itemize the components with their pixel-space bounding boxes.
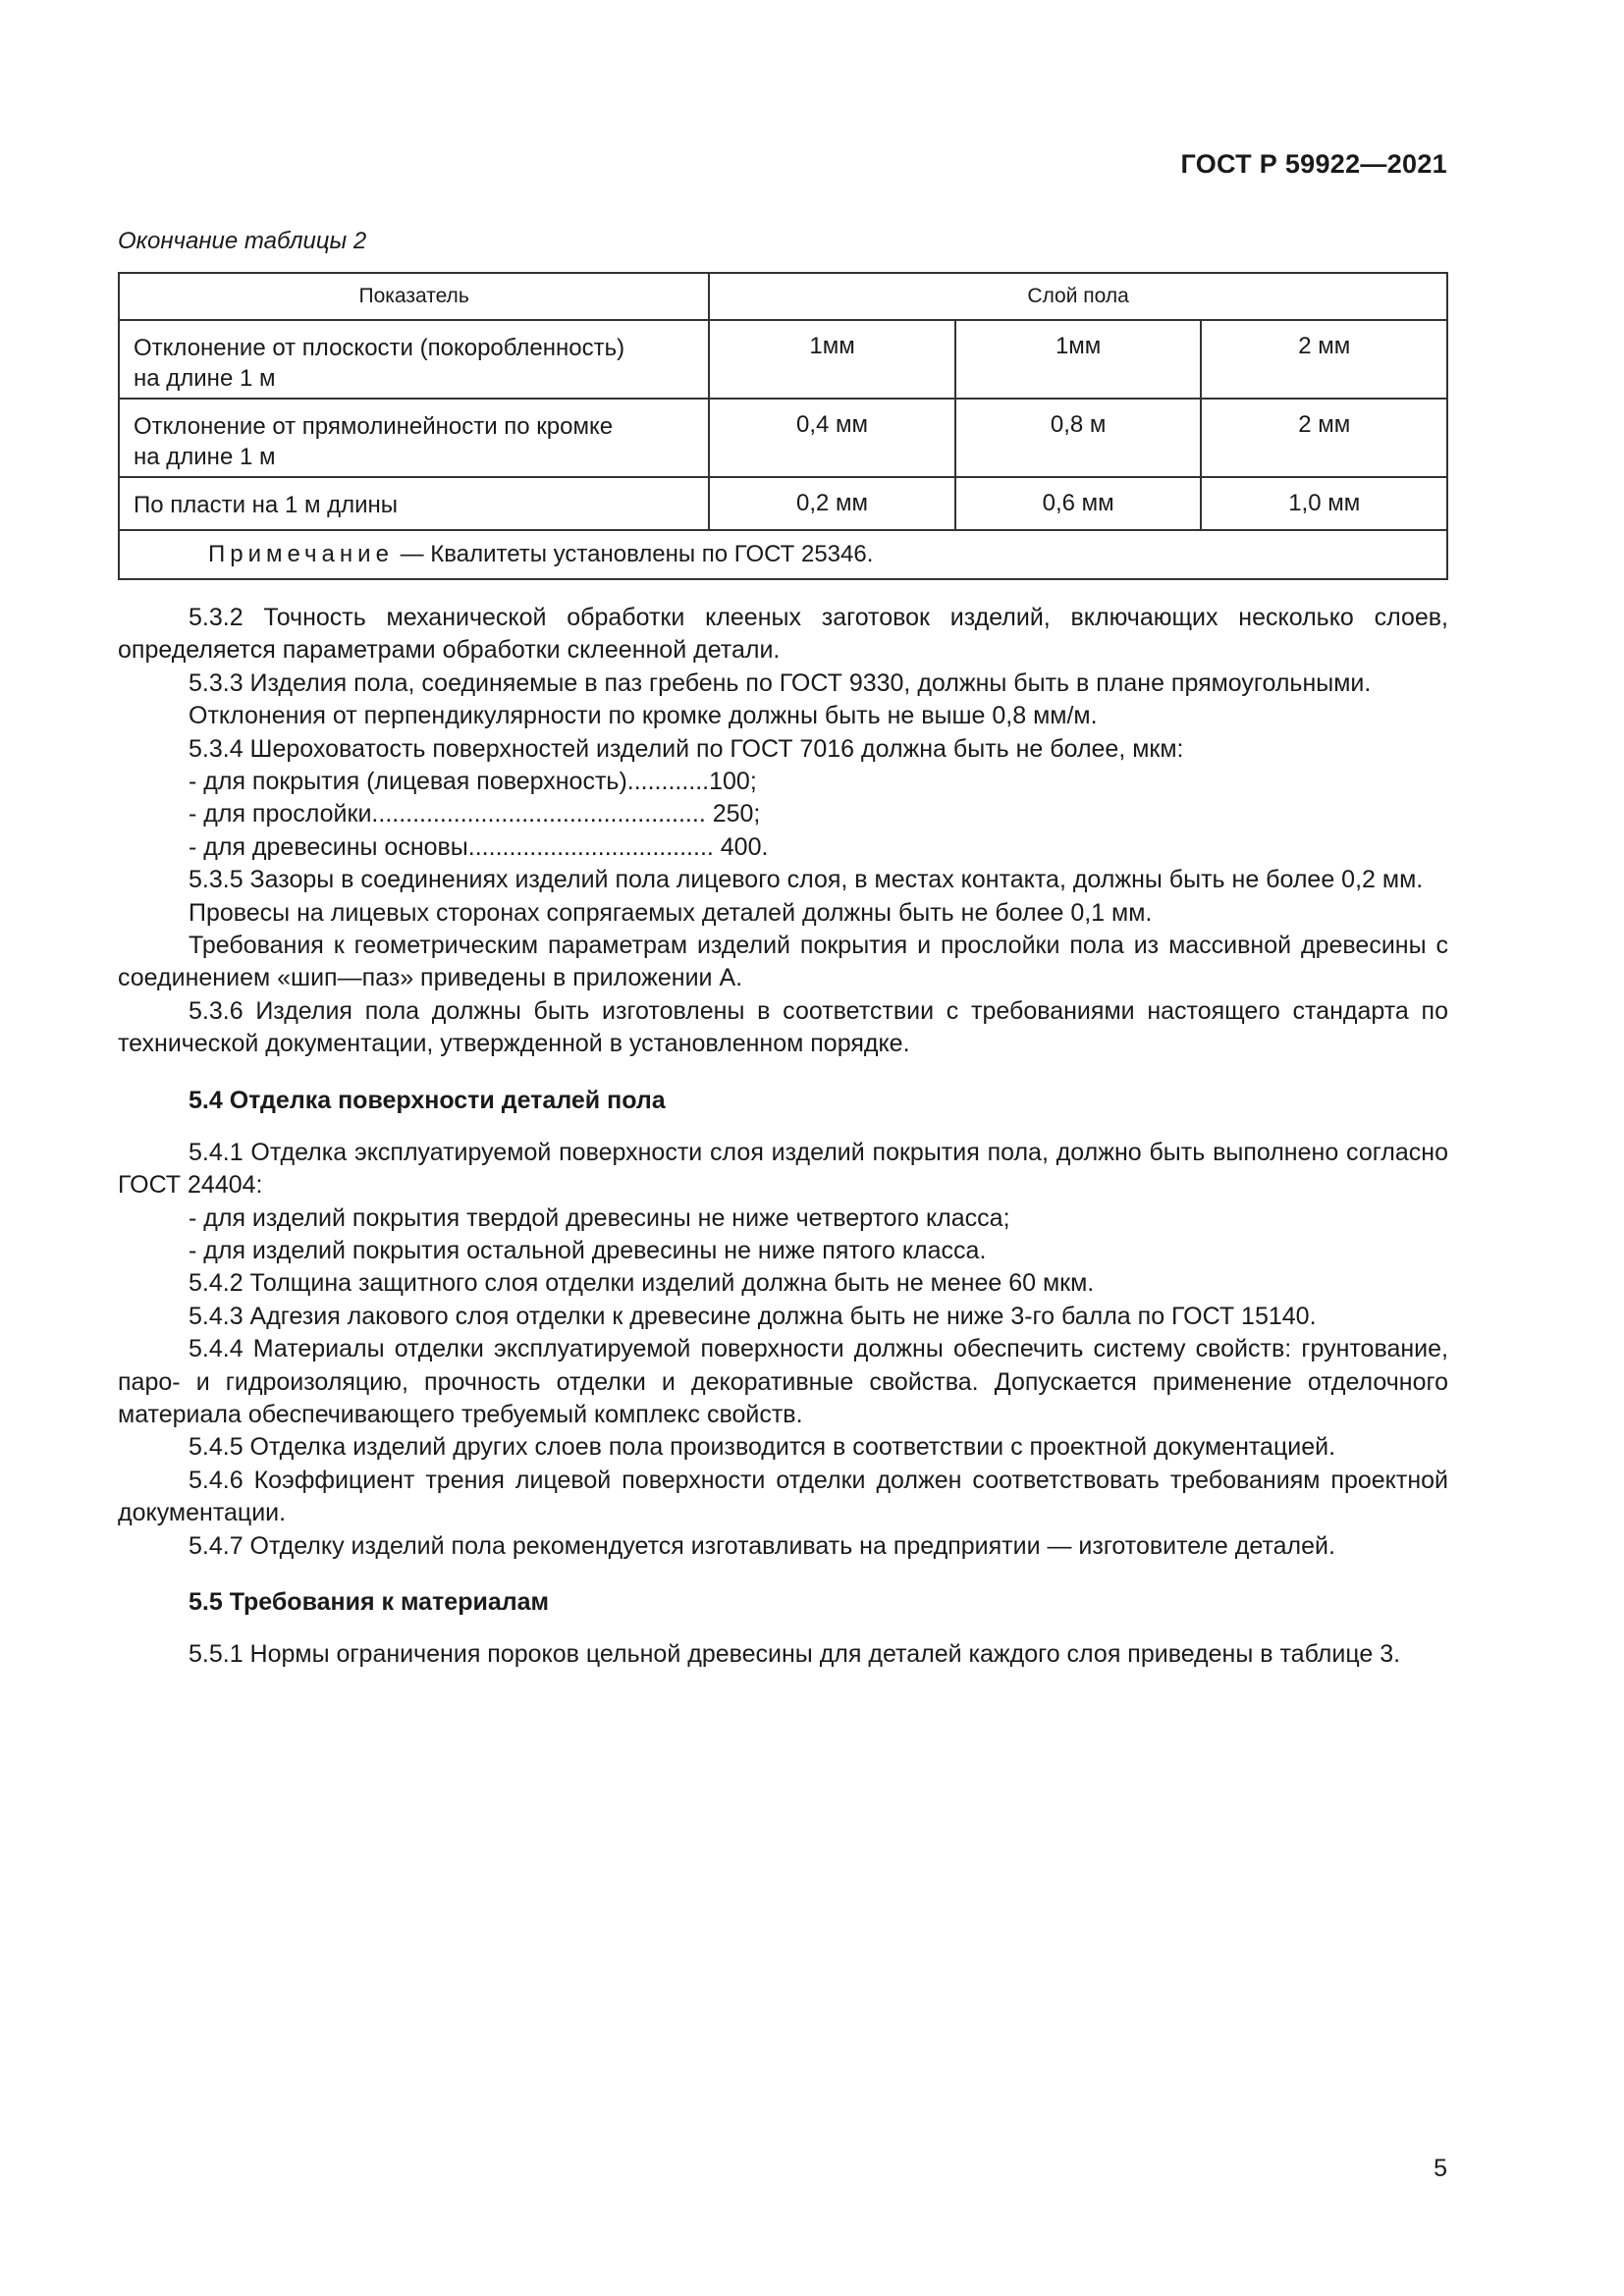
list-item-leader: .................................... xyxy=(467,832,721,861)
section-heading-5-5: 5.5 Требования к материалам xyxy=(189,1587,550,1616)
paragraph: Требования к геометрическим параметрам изделий покрытия и прослойки пола из массивной древесины с соединением «шип—паз» приведены в приложении А. xyxy=(118,932,1448,992)
paragraph: Отклонения от перпендикулярности по кромке должны быть не выше 0,8 мм/м. xyxy=(189,702,1098,730)
table-note xyxy=(119,530,1447,579)
row-value: 1,0 мм xyxy=(1201,477,1447,530)
header-floor-layer: Слой пола xyxy=(709,273,1447,320)
table-row xyxy=(119,399,1447,477)
table-row xyxy=(119,320,1447,399)
paragraph-5-4-1: 5.4.1 Отделка эксплуатируемой поверхности слоя изделий покрытия пола, должно быть выполнено согласно ГОСТ 24404: xyxy=(118,1138,1448,1200)
row-value: 0,4 мм xyxy=(709,399,955,477)
document-body xyxy=(118,602,1448,1671)
note-text: — Квалитеты установлены по ГОСТ 25346. xyxy=(393,541,874,567)
table-row xyxy=(119,477,1447,530)
row-value: 2 мм xyxy=(1201,320,1447,399)
paragraph-5-4-6: 5.4.6 Коэффициент трения лицевой поверхности отделки должен соответствовать требованиям проектной документации. xyxy=(118,1466,1448,1527)
table-caption: Окончание таблицы 2 xyxy=(118,228,367,254)
section-heading-5-4: 5.4 Отделка поверхности деталей пола xyxy=(189,1086,666,1114)
list-item: - для изделий покрытия остальной древесины не ниже пятого класса. xyxy=(189,1236,987,1264)
list-item xyxy=(118,798,1448,830)
row-indicator xyxy=(119,399,709,477)
paragraph-5-3-4: 5.3.4 Шероховатость поверхностей изделий по ГОСТ 7016 должна быть не более, мкм: xyxy=(189,734,1184,763)
indicator-line: По пласти на 1 м длины xyxy=(134,492,399,518)
page-number: 5 xyxy=(1434,2155,1447,2182)
row-value: 0,8 м xyxy=(955,399,1202,477)
paragraph-5-4-3: 5.4.3 Адгезия лакового слоя отделки к древесине должна быть не ниже 3-го балла по ГОСТ 15140. xyxy=(189,1302,1317,1330)
specification-table xyxy=(118,272,1448,580)
note-label: Примечание xyxy=(208,541,394,567)
header-indicator: Показатель xyxy=(119,273,709,320)
indicator-line: на длине 1 м xyxy=(134,365,276,392)
paragraph: Провесы на лицевых сторонах сопрягаемых деталей должны быть не более 0,1 мм. xyxy=(189,898,1153,927)
indicator-line: на длине 1 м xyxy=(134,444,276,470)
row-value: 0,6 мм xyxy=(955,477,1202,530)
list-item-value: 250; xyxy=(712,800,761,828)
indicator-line: Отклонение от плоскости (покоробленность) xyxy=(134,335,625,361)
paragraph-5-5-1: 5.5.1 Нормы ограничения пороков цельной древесины для деталей каждого слоя приведены в таблице 3. xyxy=(189,1639,1401,1668)
list-item-leader: ................................................. xyxy=(371,800,713,828)
paragraph-5-3-3: 5.3.3 Изделия пола, соединяемые в паз гребень по ГОСТ 9330, должны быть в плане прямоугольными. xyxy=(189,668,1372,697)
list-item-leader: ............ xyxy=(626,768,710,796)
indicator-line: Отклонение от прямолинейности по кромке xyxy=(134,413,614,440)
list-item: - для изделий покрытия твердой древесины не ниже четвертого класса; xyxy=(189,1203,1010,1232)
paragraph-5-3-5: 5.3.5 Зазоры в соединениях изделий пола лицевого слоя, в местах контакта, должны быть не более 0,2 мм. xyxy=(189,866,1424,894)
list-item xyxy=(118,831,1448,864)
list-item-text: - для покрытия (лицевая поверхность) xyxy=(189,768,627,796)
row-value: 1мм xyxy=(955,320,1202,399)
document-code: ГОСТ Р 59922—2021 xyxy=(1180,149,1447,179)
list-item-value: 400. xyxy=(720,832,769,861)
table-header-row xyxy=(119,273,1447,320)
list-item-value: 100; xyxy=(709,768,757,796)
list-item-text: - для прослойки xyxy=(189,800,372,828)
paragraph-5-3-2: 5.3.2 Точность механической обработки клееных заготовок изделий, включающих несколько слоев, определяется параметрами обработки склеенной детали. xyxy=(118,604,1448,665)
paragraph-5-4-7: 5.4.7 Отделку изделий пола рекомендуется изготавливать на предприятии — изготовителе деталей. xyxy=(189,1531,1335,1560)
paragraph-5-4-5: 5.4.5 Отделка изделий других слоев пола производится в соответствии с проектной документацией. xyxy=(189,1433,1336,1462)
row-indicator xyxy=(119,477,709,530)
paragraph-5-3-6: 5.3.6 Изделия пола должны быть изготовлены в соответствии с требованиями настоящего стандарта по технической документации, утвержденной в установленном порядке. xyxy=(118,996,1448,1058)
paragraph-5-4-2: 5.4.2 Толщина защитного слоя отделки изделий должна быть не менее 60 мкм. xyxy=(189,1269,1095,1298)
list-item-text: - для древесины основы xyxy=(189,832,468,861)
row-value: 1мм xyxy=(709,320,955,399)
paragraph-5-4-4: 5.4.4 Материалы отделки эксплуатируемой поверхности должны обеспечить систему свойств: грунтование, паро- и гидроизоляцию, прочность отделки и декоративные свойства. Допускается применение отделочного материала обеспечивающего требуемый комплекс свойств. xyxy=(118,1335,1448,1428)
row-value: 0,2 мм xyxy=(709,477,955,530)
row-value: 2 мм xyxy=(1201,399,1447,477)
list-item xyxy=(118,766,1448,798)
table-note-row xyxy=(119,530,1447,579)
row-indicator xyxy=(119,320,709,399)
